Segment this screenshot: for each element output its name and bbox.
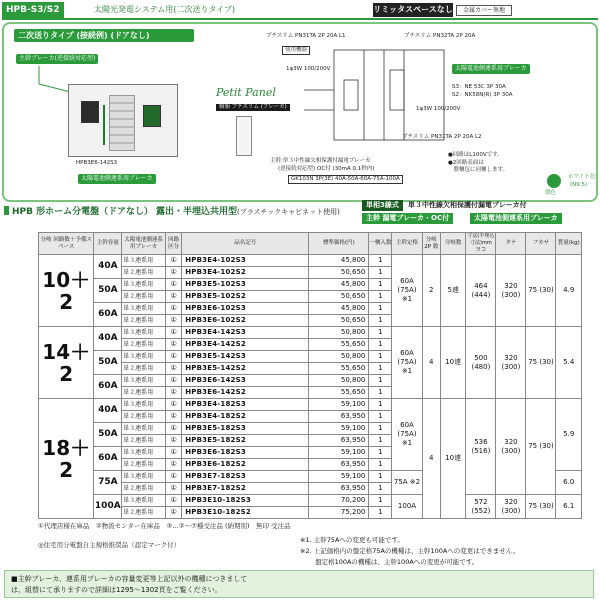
main-amp-cell: 50A <box>94 351 122 375</box>
rating-cell: 100A <box>392 495 422 519</box>
qty-cell: 1 <box>369 399 392 411</box>
footnote-1: ※1. 主幹75Aへの変更も可能です。 <box>300 536 404 544</box>
model-cell: HPB3E4-182S3 <box>182 399 309 411</box>
price-cell: 55,650 <box>309 339 369 351</box>
model-cell: HPB3E6-142S2 <box>182 387 309 399</box>
col-branches: 分岐数 <box>440 233 465 255</box>
main-note: 主幹:単３中性線欠相保護付漏電ブレーカ <box>270 158 371 164</box>
rating-cell: 60A (75A) ※1 <box>392 327 422 399</box>
stock-icon-cell: ① <box>166 459 182 471</box>
model-cell: HPB3E6-102S3 <box>182 303 309 315</box>
price-cell: 50,650 <box>309 291 369 303</box>
price-cell: 59,100 <box>309 447 369 459</box>
main-amp-cell: 75A <box>94 471 122 495</box>
price-cell: 50,800 <box>309 375 369 387</box>
main-amp-cell: 50A <box>94 423 122 447</box>
section-marker-icon <box>4 206 9 215</box>
table-row <box>39 495 582 507</box>
solar-poles-cell: 単２連系用 <box>122 483 166 495</box>
col-main-cap: 主幹容量 <box>94 233 122 255</box>
type-label: 二次送りタイプ (接続例) (ドアなし) <box>14 29 194 42</box>
stock-icon-cell: ① <box>166 363 182 375</box>
legend-note: ①代理店様在庫品 ②物流センター在庫品 ③…②〜⑦種受注品 (納期別) 無印 受注品 <box>38 522 291 530</box>
price-cell: 50,800 <box>309 327 369 339</box>
qty-cell: 1 <box>369 483 392 495</box>
diagram-s3: S3：NE 53C 3P 30A <box>452 84 506 90</box>
qty-cell: 1 <box>369 495 392 507</box>
diagram-volt1: 1φ3W 100/200V <box>286 66 331 72</box>
dims-header: 寸法(半埋込寸法)mm <box>467 233 495 246</box>
rating-cell: 60A (75A) ※1 <box>392 255 422 327</box>
main-amp-cell: 100A <box>94 495 122 519</box>
main-amp-cell: 50A <box>94 279 122 303</box>
branches-cell: 5連 <box>440 255 465 327</box>
footnote-3: 盤定格100Aの機種は、主幹100Aへの変更が可能です。 <box>300 558 479 566</box>
qty-cell: 1 <box>369 327 392 339</box>
fukasa-cell: 75 (30) <box>526 327 556 399</box>
stock-icon-cell: ① <box>166 315 182 327</box>
gk-label: GK103N 3P(3E) 40A-50A-60A-75A-100A <box>288 175 403 184</box>
model-cell: HPB3E5-182S3 <box>182 423 309 435</box>
qty-cell: 1 <box>369 351 392 363</box>
diagram-volt2: 1φ3W 100/200V <box>416 106 461 112</box>
solar-callout: 太陽電池側連系用ブレーカ <box>78 174 156 184</box>
price-cell: 63,950 <box>309 459 369 471</box>
table-row <box>39 399 582 411</box>
model-cell: HPB3E6-182S3 <box>182 447 309 459</box>
stock-icon-cell: ① <box>166 411 182 423</box>
main-breaker-icon <box>81 101 99 123</box>
solar-poles-cell: 単２連系用 <box>122 267 166 279</box>
yoko-cell: 500 (480) <box>466 327 496 399</box>
qty-cell: 1 <box>369 447 392 459</box>
bottom-line-1: ■主幹ブレーカ、連系用ブレーカの容量変更等上記以外の機種につきまして <box>11 575 248 583</box>
n2p-cell: 4 <box>422 399 440 519</box>
qty-cell: 1 <box>369 339 392 351</box>
qty-cell: 1 <box>369 255 392 267</box>
branches-cell: 10連 <box>440 327 465 399</box>
fukasa-cell: 75 (30) <box>526 255 556 327</box>
divider-icon <box>103 105 105 145</box>
qty-cell: 1 <box>369 315 392 327</box>
diagram-s2: S2：NK58N(R) 3P 30A <box>452 92 513 98</box>
qty-cell: 1 <box>369 459 392 471</box>
tate-cell: 320 (300) <box>496 327 526 399</box>
model-cell: HPB3E6-182S2 <box>182 459 309 471</box>
main-amp-cell: 60A <box>94 303 122 327</box>
bottom-line-2: は、組替にて承りますので詳細は1295〜1302頁をご覧ください。 <box>11 586 222 594</box>
bottom-note-box <box>4 570 594 598</box>
solar-poles-cell: 単２連系用 <box>122 387 166 399</box>
price-cell: 59,100 <box>309 399 369 411</box>
main-breaker-type: 単相3線式 <box>362 200 403 211</box>
col-solar: 太陽電池側連系用ブレーカ <box>122 233 166 255</box>
col-qty: 一梱入数 <box>369 233 392 255</box>
model-cell: HPB3E4-142S2 <box>182 339 309 351</box>
col-yoko <box>466 233 496 255</box>
solar-poles-cell: 単２連系用 <box>122 435 166 447</box>
dep-label: 金属カバー無地 <box>456 5 512 16</box>
circuits-cell: 18＋2 <box>39 399 94 519</box>
note3: 盤梱包に同梱します。 <box>448 167 509 173</box>
section-title <box>12 204 340 217</box>
logo-sub: 樹脂 ブチスリム (ブレーカ) <box>216 104 290 111</box>
circuits-cell: 10＋2 <box>39 255 94 327</box>
qty-cell: 1 <box>369 423 392 435</box>
color-icon <box>547 174 561 188</box>
footnotes <box>300 535 519 568</box>
stock-icon-cell: ① <box>166 339 182 351</box>
stock-icon-cell: ① <box>166 507 182 519</box>
price-cell: 55,650 <box>309 387 369 399</box>
model-cell: HPB3E6-142S3 <box>182 375 309 387</box>
model-cell: HPB3E7-182S2 <box>182 483 309 495</box>
branches-cell: 10連 <box>440 399 465 519</box>
connection-example-box <box>2 22 598 202</box>
price-cell: 45,800 <box>309 279 369 291</box>
panel-model: HPB3E6-142S3 <box>76 160 118 166</box>
price-cell: 63,950 <box>309 435 369 447</box>
table-body <box>39 255 582 519</box>
col-rating: 主幹定格 <box>392 233 422 255</box>
model-cell: HPB3E6-102S2 <box>182 315 309 327</box>
note2: ●2回路表面は <box>448 160 484 166</box>
main-breaker-desc: 単３中性線欠相保護付漏電ブレーカ付 <box>408 201 527 209</box>
page-title <box>94 4 235 15</box>
stock-icon-cell: ① <box>166 291 182 303</box>
model-cell: HPB3E4-102S2 <box>182 267 309 279</box>
main-breaker-callout: 主幹ブレーカ(逆接続対応型) <box>16 54 98 64</box>
qty-cell: 1 <box>369 279 392 291</box>
color-icon-label: 盤色 <box>545 190 557 196</box>
diagram-l1: プチスリム PN31TA 2P 20A L1 <box>266 33 346 39</box>
stock-icon-cell: ① <box>166 267 182 279</box>
badge-solar: 太陽電池側連系用ブレーカ <box>470 213 562 224</box>
price-cell: 63,950 <box>309 411 369 423</box>
stock-icon-cell: ① <box>166 435 182 447</box>
solar-poles-cell: 単３連系用 <box>122 471 166 483</box>
page-header <box>2 2 598 20</box>
price-cell: 70,200 <box>309 495 369 507</box>
solar-poles-cell: 単３連系用 <box>122 375 166 387</box>
price-cell: 59,100 <box>309 471 369 483</box>
diagram-l3: プチスリム PN31TA 2P 20A L2 <box>402 134 482 140</box>
stock-icon-cell: ① <box>166 375 182 387</box>
stock-icon-cell: ① <box>166 327 182 339</box>
color-code: (N9.5) <box>570 182 588 188</box>
brand-logo: Petit Panel <box>216 86 276 99</box>
solar-poles-cell: 単３連系用 <box>122 495 166 507</box>
solar-poles-cell: 単３連系用 <box>122 327 166 339</box>
price-cell: 63,950 <box>309 483 369 495</box>
model-cell: HPB3E5-102S2 <box>182 291 309 303</box>
solar-poles-cell: 単２連系用 <box>122 339 166 351</box>
col-2p: 分岐 2P 数 <box>422 233 440 255</box>
cert-note: ◎住宅用分電盤自主規格推奨品（認定マーク付） <box>38 541 181 549</box>
price-cell: 50,800 <box>309 351 369 363</box>
main-note2: (逆接続対応型) OC付 (30mA 0.1秒内) <box>278 166 375 172</box>
yoko-cell: 464 (444) <box>466 255 496 327</box>
yoko-cell: 572 (552) <box>466 495 496 519</box>
model-cell: HPB3E10-182S3 <box>182 495 309 507</box>
section-title-text: HPB 形ホーム分電盤（ドアなし） 露出・半埋込共用型 <box>12 207 237 217</box>
limiter-badge: リミッタスペースなし <box>373 3 453 17</box>
stock-icon-cell: ① <box>166 447 182 459</box>
col-weight: 質量(kg) <box>556 233 582 255</box>
col-price: 標準価格(円) <box>309 233 369 255</box>
yoko-cell: 536 (516) <box>466 399 496 495</box>
main-amp-cell: 60A <box>94 375 122 399</box>
solar-poles-cell: 単２連系用 <box>122 315 166 327</box>
diagram-solar-box: 太陽電池側連系用ブレーカ <box>452 64 530 74</box>
qty-cell: 1 <box>369 291 392 303</box>
solar-poles-cell: 単２連系用 <box>122 459 166 471</box>
spec-table <box>38 232 582 519</box>
model-cell: HPB3E4-182S2 <box>182 411 309 423</box>
panel-illustration <box>68 84 178 157</box>
price-cell: 50,650 <box>309 267 369 279</box>
model-cell: HPB3E5-102S3 <box>182 279 309 291</box>
weight-cell: 5.9 <box>556 399 582 471</box>
price-cell: 59,100 <box>309 423 369 435</box>
col-class: 回路区分 <box>166 233 182 255</box>
qty-cell: 1 <box>369 387 392 399</box>
col-tate: タテ <box>496 233 526 255</box>
weight-cell: 5.4 <box>556 327 582 399</box>
solar-poles-cell: 単３連系用 <box>122 423 166 435</box>
stock-icon-cell: ① <box>166 387 182 399</box>
solar-poles-cell: 単２連系用 <box>122 411 166 423</box>
model-cell: HPB3E10-182S2 <box>182 507 309 519</box>
col-model: 品名記号 <box>182 233 309 255</box>
diagram-user: 使用機器 <box>282 46 310 55</box>
qty-cell: 1 <box>369 303 392 315</box>
series-badge: HPB-S3/S2 <box>2 2 64 18</box>
stock-icon-cell: ① <box>166 279 182 291</box>
model-cell: HPB3E4-102S3 <box>182 255 309 267</box>
model-cell: HPB3E5-142S3 <box>182 351 309 363</box>
price-cell: 45,800 <box>309 255 369 267</box>
table-row <box>39 255 582 267</box>
solar-poles-cell: 単３連系用 <box>122 303 166 315</box>
model-cell: HPB3E5-182S2 <box>182 435 309 447</box>
solar-poles-cell: 単２連系用 <box>122 507 166 519</box>
model-cell: HPB3E4-142S3 <box>182 327 309 339</box>
solar-poles-cell: 単３連系用 <box>122 279 166 291</box>
model-cell: HPB3E7-182S3 <box>182 471 309 483</box>
tate-cell: 320 (300) <box>496 399 526 495</box>
circuits-cell: 14＋2 <box>39 327 94 399</box>
qty-cell: 1 <box>369 411 392 423</box>
table-header <box>39 233 582 255</box>
main-amp-cell: 40A <box>94 327 122 351</box>
rating-cell: 75A ※2 <box>392 471 422 495</box>
qty-cell: 1 <box>369 507 392 519</box>
qty-cell: 1 <box>369 363 392 375</box>
main-amp-cell: 60A <box>94 447 122 471</box>
table-row <box>39 327 582 339</box>
solar-poles-cell: 単２連系用 <box>122 363 166 375</box>
fukasa-cell: 75 (30) <box>526 399 556 495</box>
qty-cell: 1 <box>369 267 392 279</box>
solar-poles-cell: 単２連系用 <box>122 291 166 303</box>
main-amp-cell: 40A <box>94 255 122 279</box>
fukasa-cell: 75 (30) <box>526 495 556 519</box>
tate-cell: 320 (300) <box>496 255 526 327</box>
rating-cell: 60A (75A) ※1 <box>392 399 422 471</box>
branch-breakers-icon <box>109 95 135 151</box>
note1: ●回路はL100Vです。 <box>448 152 503 158</box>
weight-cell: 4.9 <box>556 255 582 327</box>
stock-icon-cell: ① <box>166 495 182 507</box>
n2p-cell: 4 <box>422 327 440 399</box>
footnote-2: ※2. 上記価格内の盤定格75Aの機種は、主幹100Aへの変更はできません。 <box>300 547 520 555</box>
weight-cell: 6.1 <box>556 495 582 519</box>
color-name: ホワイト色 <box>568 174 596 180</box>
solar-poles-cell: 単３連系用 <box>122 447 166 459</box>
stock-icon-cell: ① <box>166 483 182 495</box>
stock-icon-cell: ① <box>166 399 182 411</box>
tate-cell: 320 (300) <box>496 495 526 519</box>
breaker-icon <box>236 116 252 156</box>
qty-cell: 1 <box>369 471 392 483</box>
stock-icon-cell: ① <box>166 255 182 267</box>
stock-icon-cell: ① <box>166 303 182 315</box>
model-cell: HPB3E5-142S2 <box>182 363 309 375</box>
diagram-l2: プチスリム PN32TA 2P 20A <box>404 33 476 39</box>
qty-cell: 1 <box>369 435 392 447</box>
section-title-sub: (プラスチックキャビネット使用) <box>237 208 340 216</box>
price-cell: 45,800 <box>309 303 369 315</box>
qty-cell: 1 <box>369 375 392 387</box>
col-fukasa: フカサ <box>526 233 556 255</box>
price-cell: 55,650 <box>309 363 369 375</box>
stock-icon-cell: ① <box>166 471 182 483</box>
title-text: 太陽光発電システム用 <box>94 5 174 14</box>
badge-main-oc: 主幹 漏電ブレーカ・OC付 <box>362 213 453 224</box>
solar-poles-cell: 単３連系用 <box>122 399 166 411</box>
price-cell: 50,650 <box>309 315 369 327</box>
main-amp-cell: 40A <box>94 399 122 423</box>
price-cell: 75,200 <box>309 507 369 519</box>
stock-icon-cell: ① <box>166 351 182 363</box>
n2p-cell: 2 <box>422 255 440 327</box>
stock-icon-cell: ① <box>166 423 182 435</box>
solar-poles-cell: 単３連系用 <box>122 255 166 267</box>
weight-cell: 6.0 <box>556 471 582 495</box>
subtitle-text: (二次送りタイプ) <box>173 5 236 14</box>
col-circuits: 分岐 回路数＋予備スペース <box>39 233 94 255</box>
solar-poles-cell: 単３連系用 <box>122 351 166 363</box>
solar-breaker-icon <box>143 105 161 127</box>
yoko-label: ヨコ <box>475 247 487 253</box>
